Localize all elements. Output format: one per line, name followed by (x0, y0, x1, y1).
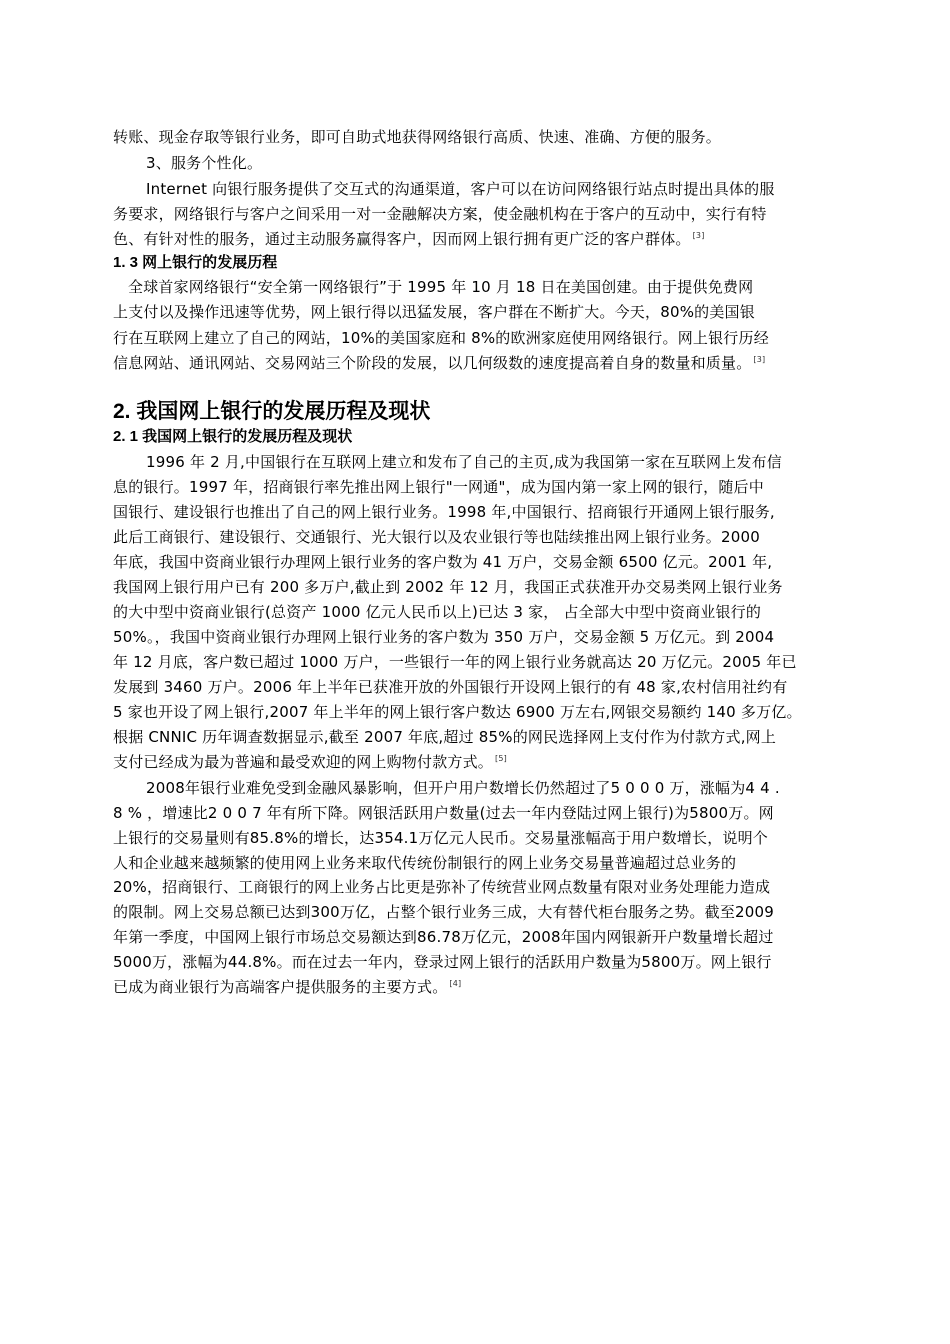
paragraph-line: 5000万，涨幅为44.8%。而在过去一年内，登录过网上银行的活跃用户数量为5800万。网上银行 (113, 953, 772, 971)
paragraph-line: 根据 CNNIC 历年调查数据显示,截至 2007 年底,超过 85%的网民选择网上支付作为付款方式,网上 (113, 728, 777, 746)
paragraph-text: 色、有针对性的服务，通过主动服务赢得客户，因而网上银行拥有更广泛的客户群体。 (113, 230, 691, 248)
paragraph-line: 50%。，我国中资商业银行办理网上银行业务的客户数为 350 万户，交易金额 5 万亿元。到 2004 (113, 628, 775, 646)
paragraph-line (113, 353, 765, 373)
paragraph-text: 已成为商业银行为高端客户提供服务的主要方式。 (113, 978, 448, 996)
paragraph-line: 上支付以及操作迅速等优势，网上银行得以迅猛发展，客户群在不断扩大。今天，80%的美国银 (113, 303, 755, 321)
paragraph-line: 转账、现金存取等银行业务，即可自助式地获得网络银行高质、快速、准确、方便的服务。 (113, 128, 722, 146)
paragraph-line: 发展到 3460 万户。2006 年上半年已获准开放的外国银行开设网上银行的有 48 家,农村信用社约有 (113, 678, 788, 696)
paragraph-line (113, 229, 705, 249)
paragraph-line: 8 % ，增速比2 0 0 7 年有所下降。网银活跃用户数量(过去一年内登陆过网上银行)为5800万。网 (113, 804, 774, 822)
citation-ref: [5] (495, 754, 507, 763)
paragraph-line (113, 977, 461, 997)
paragraph-line: 年 12 月底，客户数已超过 1000 万户，一些银行一年的网上银行业务就高达 20 万亿元。2005 年已 (113, 653, 797, 671)
paragraph-line: 2008年银行业难免受到金融风暴影响，但开户用户数增长仍然超过了5 0 0 0 万，涨幅为4 4 . (146, 779, 780, 797)
paragraph-line: 5 家也开设了网上银行,2007 年上半年的网上银行客户数达 6900 万左右,网银交易额约 140 多万亿。 (113, 703, 802, 721)
paragraph-line: 此后工商银行、建设银行、交通银行、光大银行以及农业银行等也陆续推出网上银行业务。2000 (113, 528, 760, 546)
paragraph-text: 信息网站、通讯网站、交易网站三个阶段的发展，以几何级数的速度提高着自身的数量和质量。 (113, 354, 752, 372)
citation-ref: [3] (753, 355, 766, 364)
paragraph-line (113, 752, 507, 772)
section-heading-2-1: 2. 1 我国网上银行的发展历程及现状 (113, 428, 353, 445)
paragraph-line: 行在互联网上建立了自己的网站，10%的美国家庭和 8%的欧洲家庭使用网络银行。网上银行历经 (113, 329, 769, 347)
paragraph-line: 的限制。网上交易总额已达到300万亿，占整个银行业务三成，大有替代柜台服务之势。截至2009 (113, 903, 775, 921)
paragraph-line: 年第一季度，中国网上银行市场总交易额达到86.78万亿元，2008年国内网银新开户数量增长超过 (113, 928, 774, 946)
paragraph-line: 20%，招商银行、工商银行的网上业务占比更是弥补了传统营业网点数量有限对业务处理能力造成 (113, 878, 771, 896)
paragraph-text: 支付已经成为最为普遍和最受欢迎的网上购物付款方式。 (113, 753, 494, 771)
paragraph-line: 1996 年 2 月,中国银行在互联网上建立和发布了自己的主页,成为我国第一家在互联网上发布信 (146, 453, 782, 471)
paragraph-line: 务要求，网络银行与客户之间采用一对一金融解决方案，使金融机构在于客户的互动中，实行有特 (113, 205, 767, 223)
list-item-3: 3、服务个性化。 (146, 154, 263, 172)
paragraph-line: Internet 向银行服务提供了交互式的沟通渠道，客户可以在访问网络银行站点时提出具体的服 (146, 180, 775, 198)
paragraph-line: 全球首家网络银行“安全第一网络银行”于 1995 年 10 月 18 日在美国创建。由于提供免费网 (128, 278, 754, 296)
paragraph-line: 我国网上银行用户已有 200 多万户,截止到 2002 年 12 月，我国正式获准开办交易类网上银行业务 (113, 578, 783, 596)
paragraph-line: 人和企业越来越频繁的使用网上业务来取代传统份制银行的网上业务交易量普遍超过总业务的 (113, 854, 737, 872)
citation-ref: [4] (449, 979, 462, 988)
paragraph-line: 国银行、建设银行也推出了自己的网上银行业务。1998 年,中国银行、招商银行开通网上银行服务, (113, 503, 775, 521)
section-heading-1-3: 1. 3 网上银行的发展历程 (113, 254, 278, 271)
paragraph-line: 息的银行。1997 年，招商银行率先推出网上银行"一网通"，成为国内第一家上网的银行，随后中 (113, 478, 764, 496)
chapter-heading-2: 2. 我国网上银行的发展历程及现状 (113, 400, 431, 423)
citation-ref: [3] (692, 231, 705, 240)
paragraph-line: 的大中型中资商业银行(总资产 1000 亿元人民币以上)已达 3 家， 占全部大中型中资商业银行的 (113, 603, 762, 621)
paragraph-line: 上银行的交易量则有85.8%的增长，达354.1万亿元人民币。交易量涨幅高于用户数增长，说明个 (113, 829, 768, 847)
paragraph-line: 年底，我国中资商业银行办理网上银行业务的客户数为 41 万户，交易金额 6500 亿元。2001 年, (113, 553, 773, 571)
